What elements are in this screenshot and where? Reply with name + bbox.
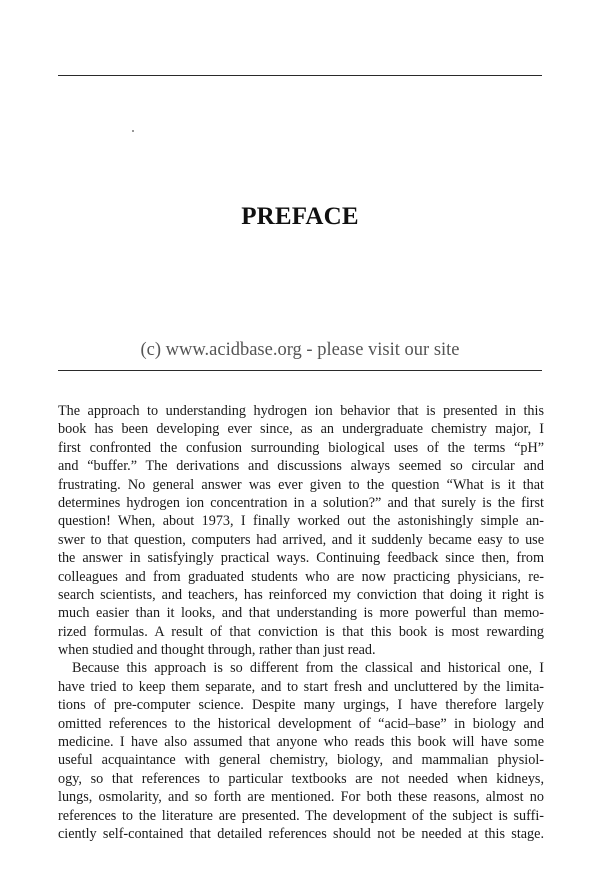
text-line: first confronted the confusion surrounding biological uses of the terms “pH” xyxy=(58,439,544,456)
text-line: lungs, osmolarity, and so forth are mentioned. For both these reasons, almost no xyxy=(58,789,544,806)
preface-body xyxy=(58,402,544,843)
text-line: book has been developing ever since, as an undergraduate chemistry major, I xyxy=(58,421,544,438)
text-line: much easier than it looks, and that understanding is more powerful than memo- xyxy=(58,605,544,622)
text-line: ciently self-contained that detailed references should not be needed at this stage. xyxy=(58,825,544,842)
text-line: the answer in satisfyingly practical ways. Continuing feedback since then, from xyxy=(58,550,544,567)
text-line: references to the literature are presented. The development of the subject is suffi- xyxy=(58,807,544,824)
text-line: useful acquaintance with general chemistry, biology, and mammalian physiol- xyxy=(58,752,544,769)
text-line: colleagues and from graduated students who are now practicing physicians, re- xyxy=(58,568,544,585)
top-rule xyxy=(58,75,542,76)
print-speck xyxy=(132,130,134,132)
section-rule xyxy=(58,370,542,371)
text-line: frustrating. No general answer was ever given to the question “What is it that xyxy=(58,476,544,493)
text-line: have tried to keep them separate, and to start fresh and uncluttered by the limita- xyxy=(58,678,544,695)
text-line: tions of pre-computer science. Despite many urgings, I have therefore largely xyxy=(58,697,544,714)
text-line: rized formulas. A result of that conviction is that this book is most rewarding xyxy=(58,623,544,640)
paragraph-2 xyxy=(58,659,544,843)
text-line: The approach to understanding hydrogen ion behavior that is presented in this xyxy=(58,403,544,419)
watermark-text: (c) www.acidbase.org - please visit our site xyxy=(140,340,460,360)
text-line: ogy, so that references to particular textbooks are not needed when kidneys, xyxy=(58,770,544,787)
text-line: Because this approach is so different from the classical and historical one, I xyxy=(72,660,544,677)
text-line: when studied and thought through, rather than just read. xyxy=(58,642,376,659)
text-line: determines hydrogen ion concentration in a solution?” and that surely is the first xyxy=(58,494,544,511)
page-title: PREFACE xyxy=(241,203,359,230)
text-line: question! When, about 1973, I finally worked out the astonishingly simple an- xyxy=(58,513,544,530)
paragraph-1 xyxy=(58,402,544,659)
text-line: swer to that question, computers had arrived, and it suddenly became easy to use xyxy=(58,531,544,548)
text-line: medicine. I have also assumed that anyone who reads this book will have some xyxy=(58,734,544,751)
text-line: and “buffer.” The derivations and discussions always seemed so circular and xyxy=(58,458,544,475)
text-line: omitted references to the historical development of “acid–base” in biology and xyxy=(58,715,544,732)
text-line: search scientists, and teachers, has reinforced my conviction that doing it right is xyxy=(58,586,544,603)
